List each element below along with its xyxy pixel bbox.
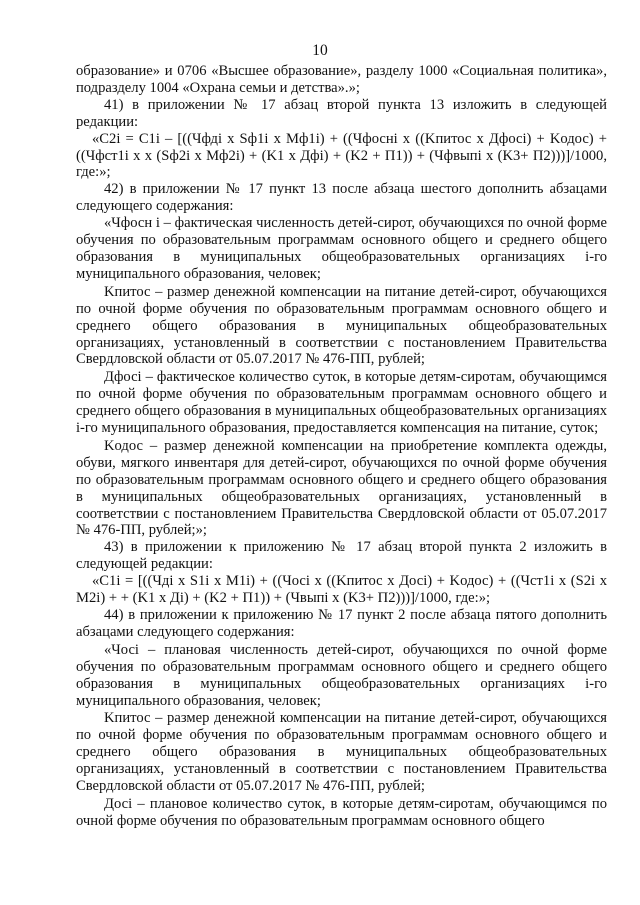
formula-c2i: «C2i = C1i – [((Чфдi x Sф1i x Mф1i) + ((Чфоснi x ((Kпитос x Дфосi) + Kодос) + ((Чфст1i x x (Sф2i x Mф2i) + (K1 x Дфi) + (K2 + П1)) + (Чфвыпi x (K3+ П2)))]/1000, где:»; [76, 130, 607, 181]
paragraph-item-43: 43) в приложении к приложению № 17 абзац второй пункта 2 изложить в следующей редакции: [76, 539, 607, 573]
paragraph-definition-kpitos-planned: Kпитос – размер денежной компенсации на питание детей-сирот, обучающихся по очной форме обучения по образовательным программам основного общего и среднего общего образования в муниципальных общеобразовательных организациях, установленный в соответствии с постановлением Правительства Свердловской области от 05.07.2017 № 476-ПП, рублей; [76, 710, 607, 795]
document-body [76, 63, 607, 830]
paragraph-definition-chos: «Чосi – плановая численность детей-сирот, обучающихся по очной форме обучения по образовательным программам основного общего и среднего общего образования в муниципальных общеобразовательных организациях i-го муниципального образования, человек; [76, 641, 607, 709]
paragraph-definition-chfosn: «Чфосн i – фактическая численность детей-сирот, обучающихся по очной форме обучения по образовательным программам основного общего и среднего общего образования в муниципальных общеобразовательных организациях i-го муниципального образования, человек; [76, 215, 607, 282]
paragraph-item-41: 41) в приложении № 17 абзац второй пункта 13 изложить в следующей редакции: [76, 96, 607, 130]
paragraph-item-44: 44) в приложении к приложению № 17 пункт 2 после абзаца пятого дополнить абзацами следующего содержания: [76, 607, 607, 640]
paragraph-continuation: образование» и 0706 «Высшее образование», разделу 1000 «Социальная политика», подразделу 1004 «Охрана семьи и детства».»; [76, 63, 607, 96]
paragraph-item-42: 42) в приложении № 17 пункт 13 после абзаца шестого дополнить абзацами следующего содержания: [76, 181, 607, 215]
paragraph-definition-kpitos: Kпитос – размер денежной компенсации на питание детей-сирот, обучающихся по очной форме обучения по образовательным программам основного общего и среднего общего образования в муниципальных общеобразовательных организациях, установленный в соответствии с постановлением Правительства Свердловской области от 05.07.2017 № 476-ПП, рублей; [76, 283, 607, 368]
paragraph-definition-dos: Досi – плановое количество суток, в которые детям-сиротам, обучающимся по очной форме обучения по образовательным программам основного общего [76, 795, 607, 829]
paragraph-definition-dfos: Дфосi – фактическое количество суток, в которые детям-сиротам, обучающимся по очной форме обучения по образовательным программам основного общего и среднего общего образования в муниципальных общеобразовательных организациях i-го муниципального образования, предоставляется компенсация на питание, суток; [76, 369, 607, 437]
formula-c1i: «C1i = [((Чдi x S1i x M1i) + ((Чосi x ((Kпитос x Досi) + Kодос) + ((Чст1i x (S2i x M2i) + + (K1 x Дi) + (K2 + П1)) + (Чвыпi x (K3+ П2)))]/1000, где:»; [76, 573, 607, 607]
page-number: 10 [312, 42, 328, 59]
paragraph-definition-kodos: Kодос – размер денежной компенсации на приобретение комплекта одежды, обуви, мягкого инвентаря для детей-сирот, обучающихся по очной форме обучения по образовательным программам основного общего и среднего общего образования в муниципальных общеобразовательных организациях, установленный в соответствии с постановлением Правительства Свердловской области от 05.07.2017 № 476-ПП, рублей;»; [76, 437, 607, 539]
